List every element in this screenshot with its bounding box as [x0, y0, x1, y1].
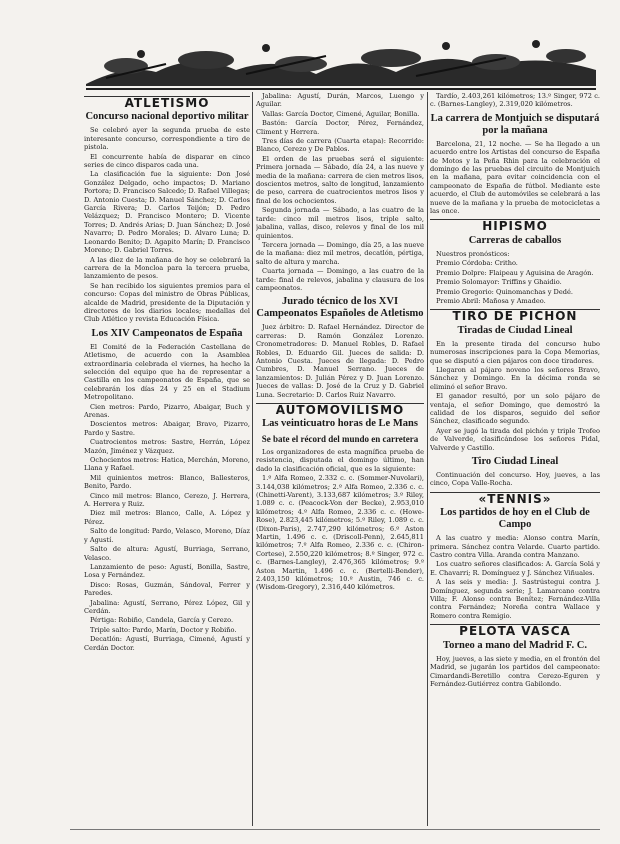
paragraph: Barcelona, 21, 12 noche. — Se ha llegado a un acuerdo entre los Artistas del concurso de España de Motos y la Peña Rhin para la celebración el domingo de las pruebas del circuito de Montjuich en la mañana, para evitar coincidencia con el campeonato de España de fútbol. Mediante este acuerdo, el Club de automóviles se celebrará a las nueve de la mañana y la prueba de motocicletas a las once.: [430, 139, 600, 216]
headline: Torneo a mano del Madrid F. C.: [443, 639, 587, 651]
paragraph: Ayer se jugó la tirada del pichón y triple Trofeo de Valverde, clasificándose los señores Pidal, Valverde y Castillo.: [430, 426, 600, 452]
paragraph: Premio Abril: Mañosa y Amadeo.: [436, 296, 546, 305]
paragraph: El ganador resultó, por un solo pájaro de ventaja, el señor Domingo, que demostró la calidad de los disparos, seguido del señor Sánchez, clasificado segundo.: [430, 392, 600, 426]
headline: Carreras de caballos: [468, 234, 562, 246]
column-divider: [252, 92, 253, 826]
paragraph: Vallas: García Doctor, Cimené, Aguilar, Bonilla.: [262, 109, 420, 118]
paragraph: Jabalina: Agustí, Serrano, Pérez López, Gil y Cerdán.: [84, 598, 250, 615]
section-heading-tennis: «TENNIS»: [430, 492, 600, 503]
column-3: [430, 92, 600, 826]
headline: La carrera de Montjuich se disputará por la mañana: [430, 112, 600, 136]
paragraph: Bastón: García Doctor, Pérez, Fernández, Climent y Herrera.: [256, 119, 424, 136]
paragraph: Tardío, 2.403,261 kilómetros; 13.º Singer, 972 c. c. (Barnes-Langley), 2.319,020 kilómetros.: [430, 92, 600, 109]
paragraph: El concurrente había de disparar en cinco series de cinco disparos cada una.: [84, 152, 250, 170]
paragraph: A las seis y media: J. Sastrústegui contra J. Domínguez, segunda serie; J. Lamarcano contra Villa; F. Alonso contra Benítez; Fernández-Villa contra Fernández; Noreña contra Wallace y Romero contra Remigio.: [430, 578, 600, 620]
paragraph: Se han recibido los siguientes premios para el concurso: Copas del ministro de Obras Públicas, alcalde de Madrid, presidente de la Diputación y directores de los diarios locales; medallas del Club Atlético y revista Educación Física.: [84, 281, 250, 324]
paragraph: Decatlón: Agustí, Burriaga, Cimené, Agustí y Cerdán Doctor.: [84, 635, 250, 652]
paragraph: Segunda jornada — Sábado, a las cuatro de la tarde: cinco mil metros lisos, triple salto, jabalina, vallas, disco, relevos y final de los mil quinientos.: [256, 206, 424, 240]
column-2: [256, 92, 424, 826]
paragraph: Tercera jornada — Domingo, día 25, a las nueve de la mañana: diez mil metros, decatlón, pértiga, salto de altura y marcha.: [256, 240, 424, 266]
paragraph: Cien metros: Pardo, Pizarro, Abaigar, Buch y Arenas.: [84, 402, 250, 419]
paragraph: Los organizadores de esta magnífica prueba de resistencia, disputada el domingo último, han dado la clasificación oficial, que es la siguiente:: [256, 447, 424, 473]
paragraph: 1.º Alfa Romeo, 2.332 c. c. (Sommer-Nuvolari), 3.144,038 kilómetros; 2.º Alfa Romeo, 2.336 c. c. (Chinetti-Varent), 3.133,687 kilómetros; 3.º Riley, 1.089 c. c. (Peacock-Von der Becke), 2.953,010 kilómetros; 4.º Alfa Romeo, 2.336 c. c. (Howe-Rose), 2.823,445 kilómetros; 5.º Riley, 1.089 c. c. (Dixon-Paris), 2.747,290 kilómetros; 6.º Aston Martin, 1.496 c. c. (Driscoll-Penn), 2.645,811 kilómetros; 7.º Alfa Romeo, 2.336 c. c. (Chiron-Cortese), 2.550,220 kilómetros; 8.º Singer, 972 c. c. (Barnes-Langley), 2.476,365 kilómetros; 9.º Aston Martin, 1.496 c. c. (Bertelli-Bender), 2.403,150 kilómetros; 10.º Austin, 746 c. c. (Wisdom-Gregory), 2.316,440 kilómetros.: [256, 474, 424, 592]
paragraph: Salto de longitud: Pardo, Velasco, Moreno, Díaz y Agustí.: [84, 527, 250, 544]
headline: Jurado técnico de los XVI Campeonatos Españoles de Atletismo: [256, 296, 424, 320]
paragraph: Los cuatro señores clasificados: A. García Solá y E. Chavarri; R. Domínguez y J. Sánchez Viñuales.: [430, 560, 600, 577]
paragraph: Pértiga: Robiño, Candela, García y Cerezo.: [90, 616, 234, 625]
paragraph: Mil quinientos metros: Blanco, Ballesteros, Benito, Pardo.: [84, 473, 250, 491]
paragraph: Premio Dolpre: Flaipeau y Aguisina de Aragón.: [436, 268, 594, 277]
headline: Tiro Ciudad Lineal: [471, 456, 559, 467]
paragraph: Jabalina: Agustí, Durán, Marcos, Luengo y Aguilar.: [256, 92, 424, 109]
section-heading-hipismo: HIPISMO: [430, 219, 600, 230]
paragraph: A las cuatro y media: Alonso contra Marín, primera. Sánchez contra Velarde. Cuarto partido. Castro contra Villa. Aranda contra Manzano.: [430, 534, 600, 560]
paragraph: Doscientos metros: Abaigar, Bravo, Pizarro, Pardo y Sastre.: [84, 420, 250, 437]
paragraph: Ochocientos metros: Hatica, Merchán, Moreno, Llana y Rafael.: [84, 456, 250, 473]
section-heading-pelota-vasca: PELOTA VASCA: [430, 624, 600, 635]
section-heading-automovilismo: AUTOMOVILISMO: [256, 403, 424, 414]
paragraph: Diez mil metros: Blanco, Calle, A. López y Pérez.: [84, 509, 250, 526]
column-divider: [427, 92, 428, 826]
section-heading-atletismo: ATLETISMO: [84, 96, 250, 107]
paragraph: En la presente tirada del concurso hubo numerosas inscripciones para la Copa Memorias, que se disputó a cien pájaros con doce tiradores.: [430, 339, 600, 365]
headline: Los XIV Campeonatos de España: [91, 327, 243, 339]
paragraph: Hoy, jueves, a las siete y media, en el frontón del Madrid, se jugarán los partidos del campeonato: Cimardandi-Beretillo contra Cerezo-Eguren y Fernández-Gutiérrez contra Gabilondo.: [430, 654, 600, 688]
paragraph: Cuatrocientos metros: Sastre, Herrán, López Mazón, Jiménez y Vázquez.: [84, 438, 250, 455]
paragraph: El Comité de la Federación Castellana de Atletismo, de acuerdo con la Asamblea extraordinaria celebrada el viernes, ha hecho la selección del equipo que ha de representar a Castilla en los campeonatos de España, que se celebrarán los días 24 y 25 en el Stadium Metropolitano.: [84, 342, 250, 402]
paragraph: Cuarta jornada — Domingo, a las cuatro de la tarde: final de relevos, jabalina y clausura de los campeonatos.: [256, 267, 424, 292]
headline: Tiradas de Ciudad Lineal: [457, 324, 573, 336]
masthead-sports-scene-icon: [86, 34, 596, 86]
subheadline: Se bate el récord del mundo en carretera: [261, 434, 419, 445]
paragraph: Tres días de carrera (Cuarta etapa): Recorrido: Blanco, Cerezo y De Pablos.: [256, 137, 424, 154]
headline: Concurso nacional deportivo militar: [85, 111, 249, 123]
masthead-rule: [86, 88, 596, 90]
paragraph: Lanzamiento de peso: Agustí, Bonilla, Sastre, Losa y Fernández.: [84, 562, 250, 580]
paragraph: Disco: Rosas, Guzmán, Sándoval, Ferrer y Paredes.: [84, 580, 250, 598]
paragraph: Se celebró ayer la segunda prueba de este interesante concurso, correspondiente a tiro de pistola.: [84, 126, 250, 152]
headline: Los partidos de hoy en el Club de Campo: [440, 507, 590, 531]
section-heading-tiro-de-pichon: TIRO DE PICHON: [430, 309, 600, 320]
paragraph: Juez árbitro: D. Rafael Hernández. Director de carreras: D. Ramón González Lorenzo. Cronometradores: D. Manuel Robles, D. Rafael Robles, D. Eduardo Gil. Jueces de salida: D. Antonio Cuesta. Jueces de llegada: D. Pedro Cumbres, D. Manuel Serrano. Jueces de lanzamientos: D. Julián Pérez y D. Juan Lorenzo. Jueces de vallas: D. José de la Cruz y D. Gabriel Luna. Secretario: D. Carlos Ruiz Navarro.: [256, 323, 424, 399]
paragraph: La clasificación fue la siguiente: Don José González Delgado, ocho impactos; D. Mariano Portora; D. Francisco Salcedo; D. Rafael Villegas; D. Antonio Cuesta; D. Manuel Sánchez; D. Carlos García Rivera; D. Carlos Teijón; D. Pedro Velázquez; D. Francisco Montero; D. Vicente Torres; D. Andrés Arias; D. Juan Sánchez; D. José Navarro; D. Pedro Morales; D. Alvaro Luna; D. Leonardo Benito; D. Agapito Marín; D. Francisco Moreno; D. Gabriel Torres.: [84, 170, 250, 255]
sports-masthead-illustration: [86, 34, 596, 86]
paragraph: Cinco mil metros: Blanco, Cerezo, J. Herrera, A. Herrera y Ruiz.: [84, 491, 250, 509]
footer-rule: [70, 829, 600, 830]
paragraph: Continuación del concurso. Hoy, jueves, a las cinco, Copa Valle-Rocha.: [430, 471, 600, 488]
paragraph: Triple salto: Pardo, Marín, Doctor y Robiño.: [90, 625, 237, 634]
column-1: [84, 92, 250, 826]
headline: Las veinticuatro horas de Le Mans: [262, 418, 418, 430]
paragraph: El orden de las pruebas será el siguiente: Primera jornada — Sábado, día 24, a las nueve y media de la mañana: carrera de cien metros lisos, doscientos metros, salto de longitud, lanzamiento de peso, carrera de cuatrocientos metros lisos y final de los ochocientos.: [256, 154, 424, 205]
paragraph: Premio Solomayor: Triffins y Ghaidio.: [436, 278, 562, 287]
paragraph: Llegaron al pájaro noveno los señores Bravo, Sánchez y Domingo. En la décima ronda se eliminó el señor Bravo.: [430, 365, 600, 391]
paragraph: Premio Gregorio: Quinomanchas y Dedé.: [436, 287, 573, 296]
paragraph: Salto de altura: Agustí, Burriaga, Serrano, Velasco.: [84, 545, 250, 562]
paragraph: A las diez de la mañana de hoy se celebrará la carrera de la Moncloa para la tercera prueba, lanzamiento de pesos.: [84, 255, 250, 281]
paragraph: Premio Córdoba: Critho.: [436, 259, 518, 268]
paragraph: Nuestros pronósticos:: [436, 249, 510, 258]
